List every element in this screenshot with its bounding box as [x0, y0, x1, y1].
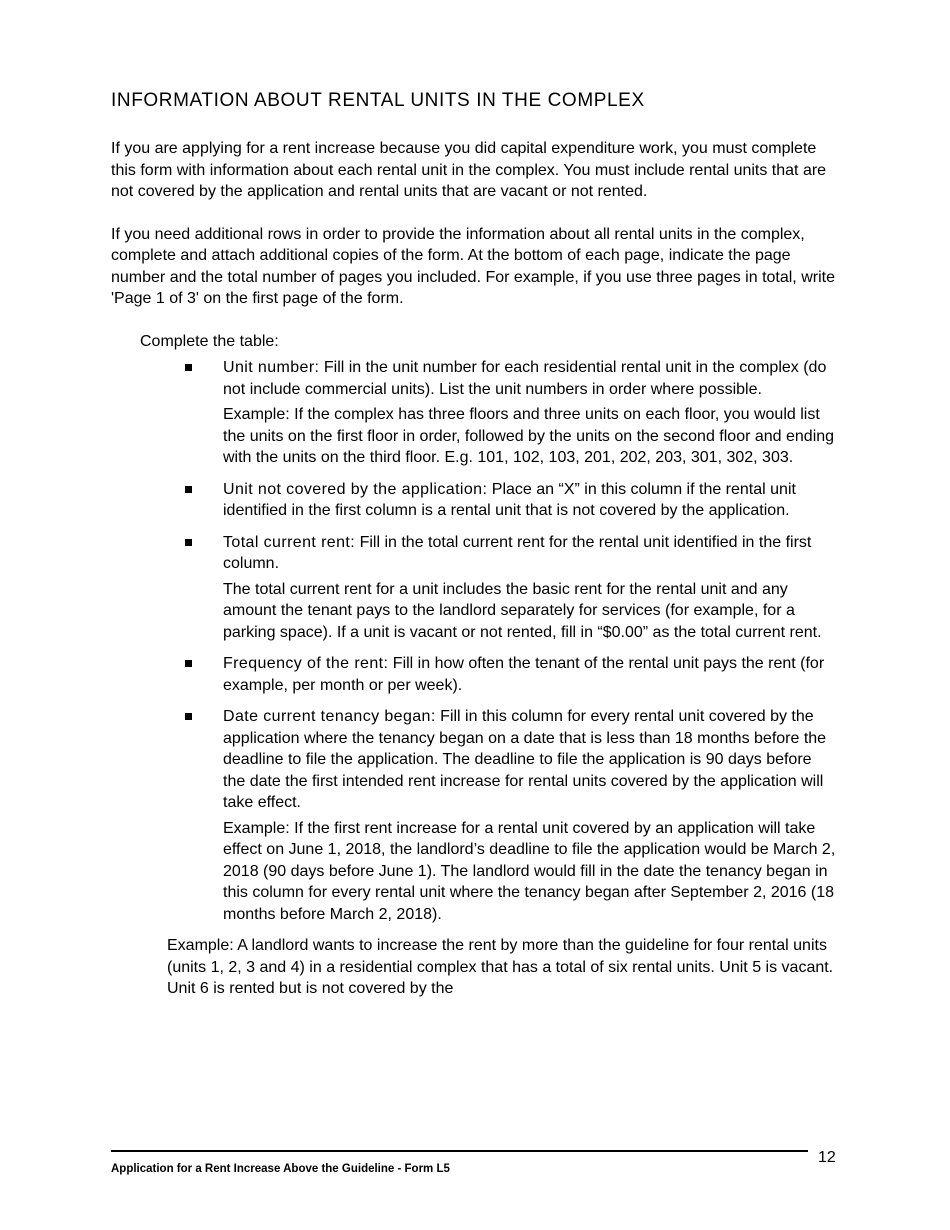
bullet-item-total-current-rent [185, 532, 838, 644]
bullet-body [192, 479, 838, 522]
bullet-text: Place an “X” in this column if the rental unit identified in the first column is a rental unit that is not covered by the application. [223, 480, 796, 519]
intro-paragraph-1: If you are applying for a rent increase because you did capital expenditure work, you must complete this form with information about each rental unit in the complex. You must include rental units that are not covered by the application and rental units that are vacant or not rented. [111, 140, 827, 200]
bullet-square-icon [185, 539, 192, 546]
bullet-body [192, 706, 838, 925]
bullet-text: Fill in the unit number for each residential rental unit in the complex (do not include commercial units). List the unit numbers in order where possible. [223, 359, 827, 398]
bullet-paragraph [223, 706, 838, 814]
bullet-label: Date current tenancy began: [223, 708, 436, 725]
bullet-square-icon [185, 660, 192, 667]
page-title: INFORMATION ABOUT RENTAL UNITS IN THE COMPLEX [111, 90, 645, 111]
footer-form-title: Application for a Rent Increase Above the Guideline - Form L5 [111, 1163, 450, 1175]
bullet-paragraph [223, 479, 838, 522]
bullet-item-unit-number [185, 357, 838, 469]
footer-rule [111, 1150, 808, 1152]
bullet-subparagraph: Example: If the first rent increase for a rental unit covered by an application will take effect on June 1, 2018, the landlord’s deadline to file the application would be March 2, 2018 (90 days before June 1). The landlord would fill in the date the tenancy began in this column for every rental unit where the tenancy began after September 2, 2016 (18 months before March 2, 2018). [223, 819, 836, 923]
bullet-item-frequency-of-rent [185, 653, 838, 696]
bullet-body [192, 532, 838, 644]
bullet-subparagraph: The total current rent for a unit includes the basic rent for the rental unit and any amount the tenant pays to the landlord separately for services (for example, for a parking space). If a unit is vacant or not rented, fill in “$0.00” as the total current rent. [223, 580, 822, 641]
bullet-body [192, 357, 838, 469]
bullet-item-date-tenancy-began [185, 706, 838, 925]
bullet-label: Total current rent: [223, 533, 356, 551]
bullet-square-icon [185, 713, 192, 720]
bullet-paragraph [223, 532, 838, 575]
bullet-label: Unit number: [223, 359, 320, 376]
bullet-item-unit-not-covered [185, 479, 838, 522]
page-number: 12 [818, 1149, 836, 1166]
bullet-label: Unit not covered by the application: [223, 480, 488, 498]
bullet-square-icon [185, 364, 192, 371]
document-content [111, 90, 838, 1000]
bullet-body [192, 653, 838, 696]
bullet-text: Fill in this column for every rental unit covered by the application where the tenancy began on a date that is less than 18 months before the deadline to file the application. The deadline to file the application is 90 days before the date the first intended rent increase for rental units covered by the application will take effect. [223, 708, 827, 811]
closing-example-paragraph: Example: A landlord wants to increase the rent by more than the guideline for four rental units (units 1, 2, 3 and 4) in a residential complex that has a total of six rental units. Unit 5 is vacant. Unit 6 is rented but is not covered by the [167, 937, 834, 997]
bullet-paragraph [223, 357, 838, 400]
intro-paragraph-2: If you need additional rows in order to provide the information about all rental units in the complex, complete and attach additional copies of the form. At the bottom of each page, indicate the page number and the total number of pages you included. For example, if you use three pages in total, write 'Page 1 of 3' on the first page of the form. [111, 225, 835, 307]
bullet-text: Fill in how often the tenant of the rental unit pays the rent (for example, per month or per week). [223, 655, 825, 694]
table-heading: Complete the table: [140, 332, 279, 350]
bullet-label: Frequency of the rent: [223, 655, 389, 672]
bullet-paragraph [223, 653, 838, 696]
bullet-subparagraph: Example: If the complex has three floors and three units on each floor, you would list the units on the first floor in order, followed by the units on the second floor and ending with the units on the third floor. E.g. 101, 102, 103, 201, 202, 203, 301, 302, 303. [223, 406, 835, 466]
bullet-square-icon [185, 486, 192, 493]
bullet-text: Fill in the total current rent for the rental unit identified in the first column. [223, 533, 812, 572]
